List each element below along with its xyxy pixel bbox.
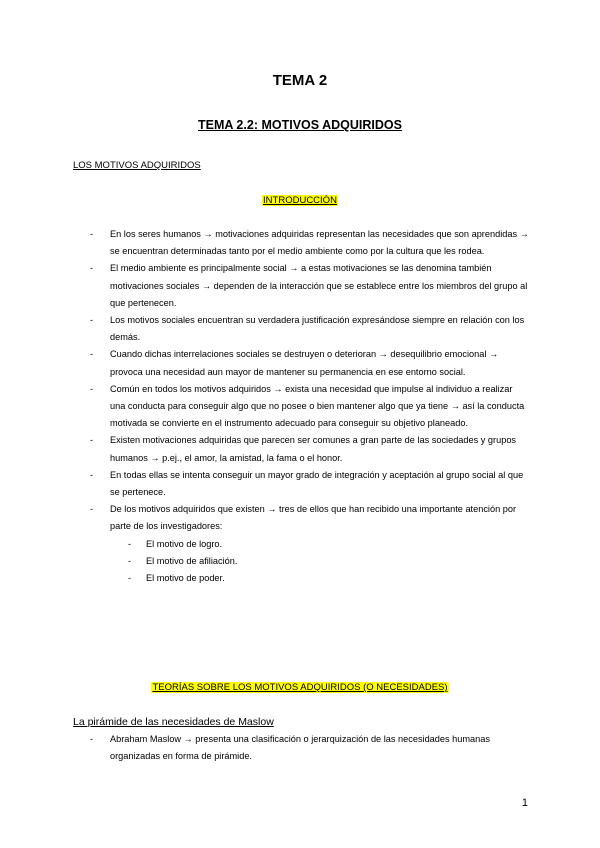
list-item: - En todas ellas se intenta conseguir un mayor grado de integración y aceptación al grupo social al que se pertenece. [90, 469, 524, 498]
page-title: TEMA 2 [272, 72, 328, 89]
intro-list [90, 226, 530, 587]
page-subtitle: TEMA 2.2: MOTIVOS ADQUIRIDOS [198, 118, 402, 132]
intro-heading: INTRODUCCIÓN [263, 195, 337, 206]
list-item: - Los motivos sociales encuentran su verdadera justificación expresándose siempre en relación con los demás. [90, 315, 525, 343]
list-item: - Cuando dichas interrelaciones sociales se destruyen o deterioran → desequilibrio emocional → provoca una necesidad aun mayor de mantener su permanencia en ese entorno social. [90, 349, 499, 377]
motives-sublist [110, 536, 530, 588]
maslow-list [90, 731, 530, 765]
section-label: LOS MOTIVOS ADQUIRIDOS [73, 160, 201, 171]
list-item: - Común en todos los motivos adquiridos → exista una necesidad que impulse al individuo a realizar una conducta para conseguir algo que no posee o bien mantener algo que ya tiene → así la conducta motivada se convierte en el instrumento adecuado para conseguir su objetivo planeado. [90, 383, 525, 429]
maslow-heading: La pirámide de las necesidades de Maslow [73, 716, 274, 728]
page-number: 1 [521, 797, 528, 809]
theories-heading: TEORÍAS SOBRE LOS MOTIVOS ADQUIRIDOS (O NECESIDADES) [152, 682, 448, 693]
list-item: - De los motivos adquiridos que existen → tres de ellos que han recibido una importante atención por parte de los investigadores: - El motivo de logro. - El motivo de afiliación. - El motivo de poder. [90, 501, 530, 587]
sublist-item: - El motivo de afiliación. [128, 555, 238, 566]
sublist-item: - El motivo de poder. [128, 573, 225, 584]
list-item: - Abraham Maslow → presenta una clasificación o jerarquización de las necesidades humanas organizadas en forma de pirámide. [90, 734, 490, 762]
list-item: - El medio ambiente es principalmente social → a estas motivaciones se las denomina también motivaciones sociales → dependen de la interacción que se establece entre los miembros del grupo al que pertenecen. [90, 263, 528, 308]
sublist-item: - El motivo de logro. [128, 538, 223, 549]
list-item: - Existen motivaciones adquiridas que parecen ser comunes a gran parte de las sociedades y grupos humanos → p.ej., el amor, la amistad, la fama o el honor. [90, 435, 517, 463]
list-item: - En los seres humanos → motivaciones adquiridas representan las necesidades que son aprendidas → se encuentran determinadas tanto por el medio ambiente como por la cultura que les rodea. [90, 229, 529, 257]
